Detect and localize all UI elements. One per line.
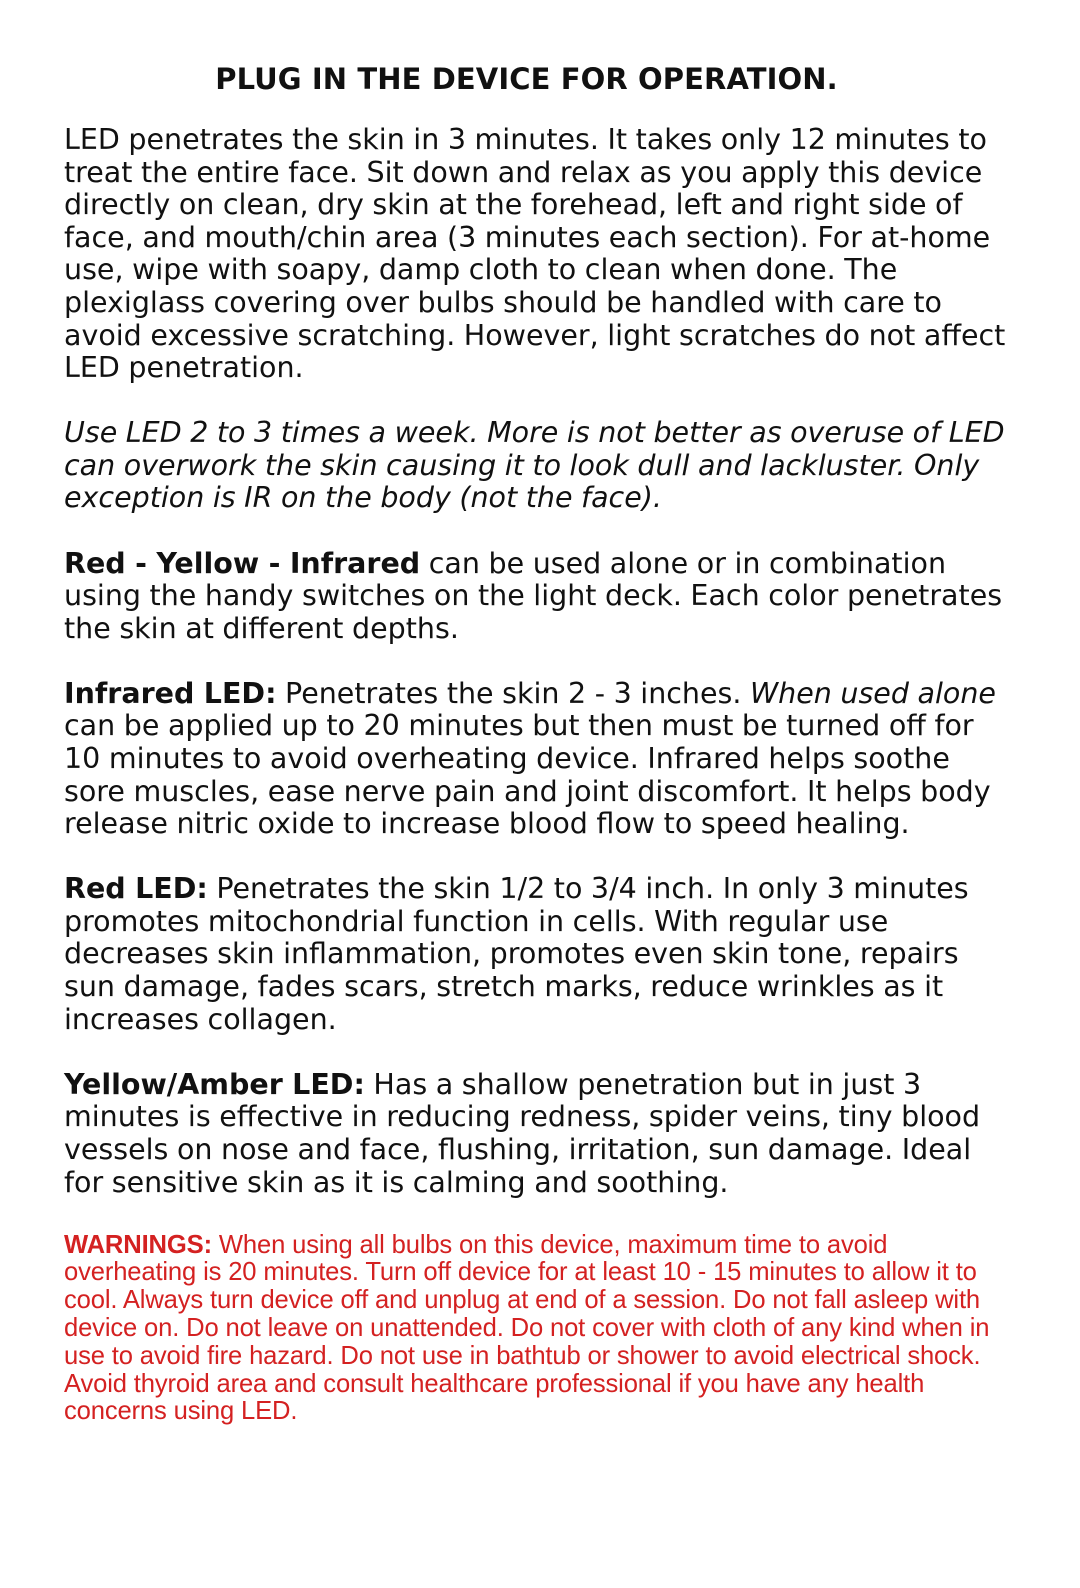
infrared-text-a: Penetrates the skin 2 - 3 inches. bbox=[276, 676, 750, 710]
warnings-paragraph bbox=[64, 1232, 1014, 1427]
warnings-label: WARNINGS: bbox=[64, 1230, 212, 1259]
intro-paragraph: LED penetrates the skin in 3 minutes. It takes only 12 minutes to treat the entire face. Sit down and relax as you apply this device directly on clean, dry skin at the forehead, left and right side of face, and mouth/chin area (3 minutes each section). For at-home use, wipe with soapy, damp cloth to clean when done. The plexiglass covering over bulbs should be handled with care to avoid excessive scratching. However, light scratches do not affect LED penetration. bbox=[64, 123, 1006, 385]
infrared-italic-text: When used alone bbox=[750, 676, 996, 710]
instruction-page bbox=[64, 62, 1014, 1426]
warnings-text: When using all bulbs on this device, maximum time to avoid overheating is 20 minutes. Turn off device for at least 10 - 15 minutes to allow it to cool. Always turn device off and unplug at end of a session. Do not fall asleep with device on. Do not leave on unattended. Do not cover with cloth of any kind when in use to avoid fire hazard. Do not use in bathtub or shower to avoid electrical shock. Avoid thyroid area and consult healthcare professional if you have any health concerns using LED. bbox=[64, 1230, 990, 1426]
infrared-paragraph bbox=[64, 678, 1014, 841]
combination-text: can be used alone or in combination using the handy switches on the light deck. Each color penetrates the skin at different depths. bbox=[64, 546, 1003, 645]
infrared-text-b: can be applied up to 20 minutes but then must be turned off for 10 minutes to avoid overheating device. Infrared helps soothe sore muscles, ease nerve pain and joint discomfort. It helps body release nitric oxide to increase blood flow to speed healing. bbox=[64, 709, 991, 841]
infrared-label: Infrared LED: bbox=[64, 676, 277, 710]
usage-note-paragraph: Use LED 2 to 3 times a week. More is not better as overuse of LED can overwork the skin causing it to look dull and lackluster. Only exception is IR on the body (not the face). bbox=[64, 416, 1005, 515]
yellow-led-text: Has a shallow penetration but in just 3 minutes is effective in reducing redness, spider veins, tiny blood vessels on nose and face, flushing, irritation, sun damage. Ideal for sensitive skin as it is calming and soothing. bbox=[64, 1067, 981, 1199]
page-title: PLUG IN THE DEVICE FOR OPERATION. bbox=[215, 62, 838, 96]
combination-paragraph bbox=[64, 548, 1014, 646]
yellow-led-label: Yellow/Amber LED: bbox=[64, 1067, 365, 1101]
red-led-label: Red LED: bbox=[64, 872, 208, 906]
red-led-text: Penetrates the skin 1/2 to 3/4 inch. In only 3 minutes promotes mitochondrial function in cells. With regular use decreases skin inflammation, promotes even skin tone, repairs sun damage, fades scars, stretch marks, reduce wrinkles as it increases collagen. bbox=[64, 872, 969, 1036]
yellow-led-paragraph bbox=[64, 1069, 1014, 1199]
red-led-paragraph bbox=[64, 873, 1014, 1036]
combination-label: Red - Yellow - Infrared bbox=[64, 546, 421, 580]
